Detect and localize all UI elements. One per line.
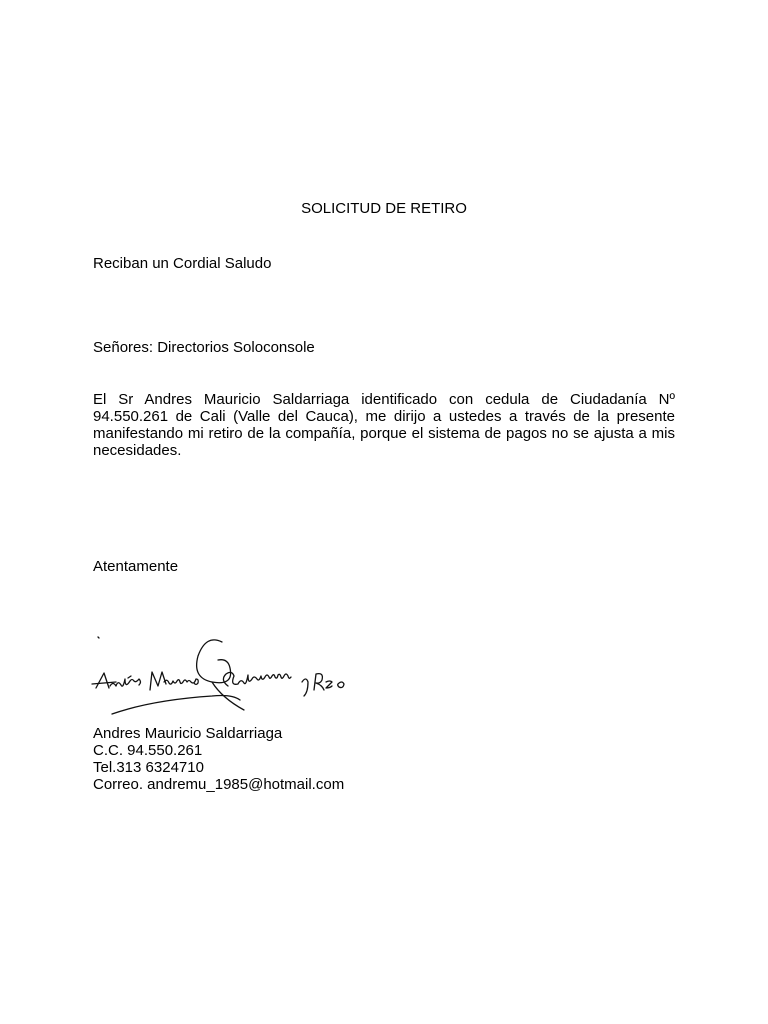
signer-email[interactable]: Correo. andremu_1985@hotmail.com bbox=[93, 776, 345, 793]
addressee: Señores: Directorios Soloconsole bbox=[93, 339, 315, 356]
closing: Atentamente bbox=[93, 558, 179, 575]
signer-id: C.C. 94.550.261 bbox=[93, 742, 203, 759]
letter-body: El Sr Andres Mauricio Saldarriaga identificado con cedula de Ciudadanía Nº 94.550.261 de Cali (Valle del Cauca), me dirijo a ustedes a través de la presente manifestando mi retiro de la compañía, porque el sistema de pagos no se ajusta a mis necesidades. bbox=[93, 391, 675, 459]
letter-title: SOLICITUD DE RETIRO bbox=[301, 200, 467, 217]
handwritten-signature bbox=[88, 628, 358, 724]
greeting: Reciban un Cordial Saludo bbox=[93, 255, 272, 272]
signer-name: Andres Mauricio Saldarriaga bbox=[93, 725, 283, 742]
signer-phone: Tel.313 6324710 bbox=[93, 759, 204, 776]
signer-block bbox=[93, 725, 344, 793]
